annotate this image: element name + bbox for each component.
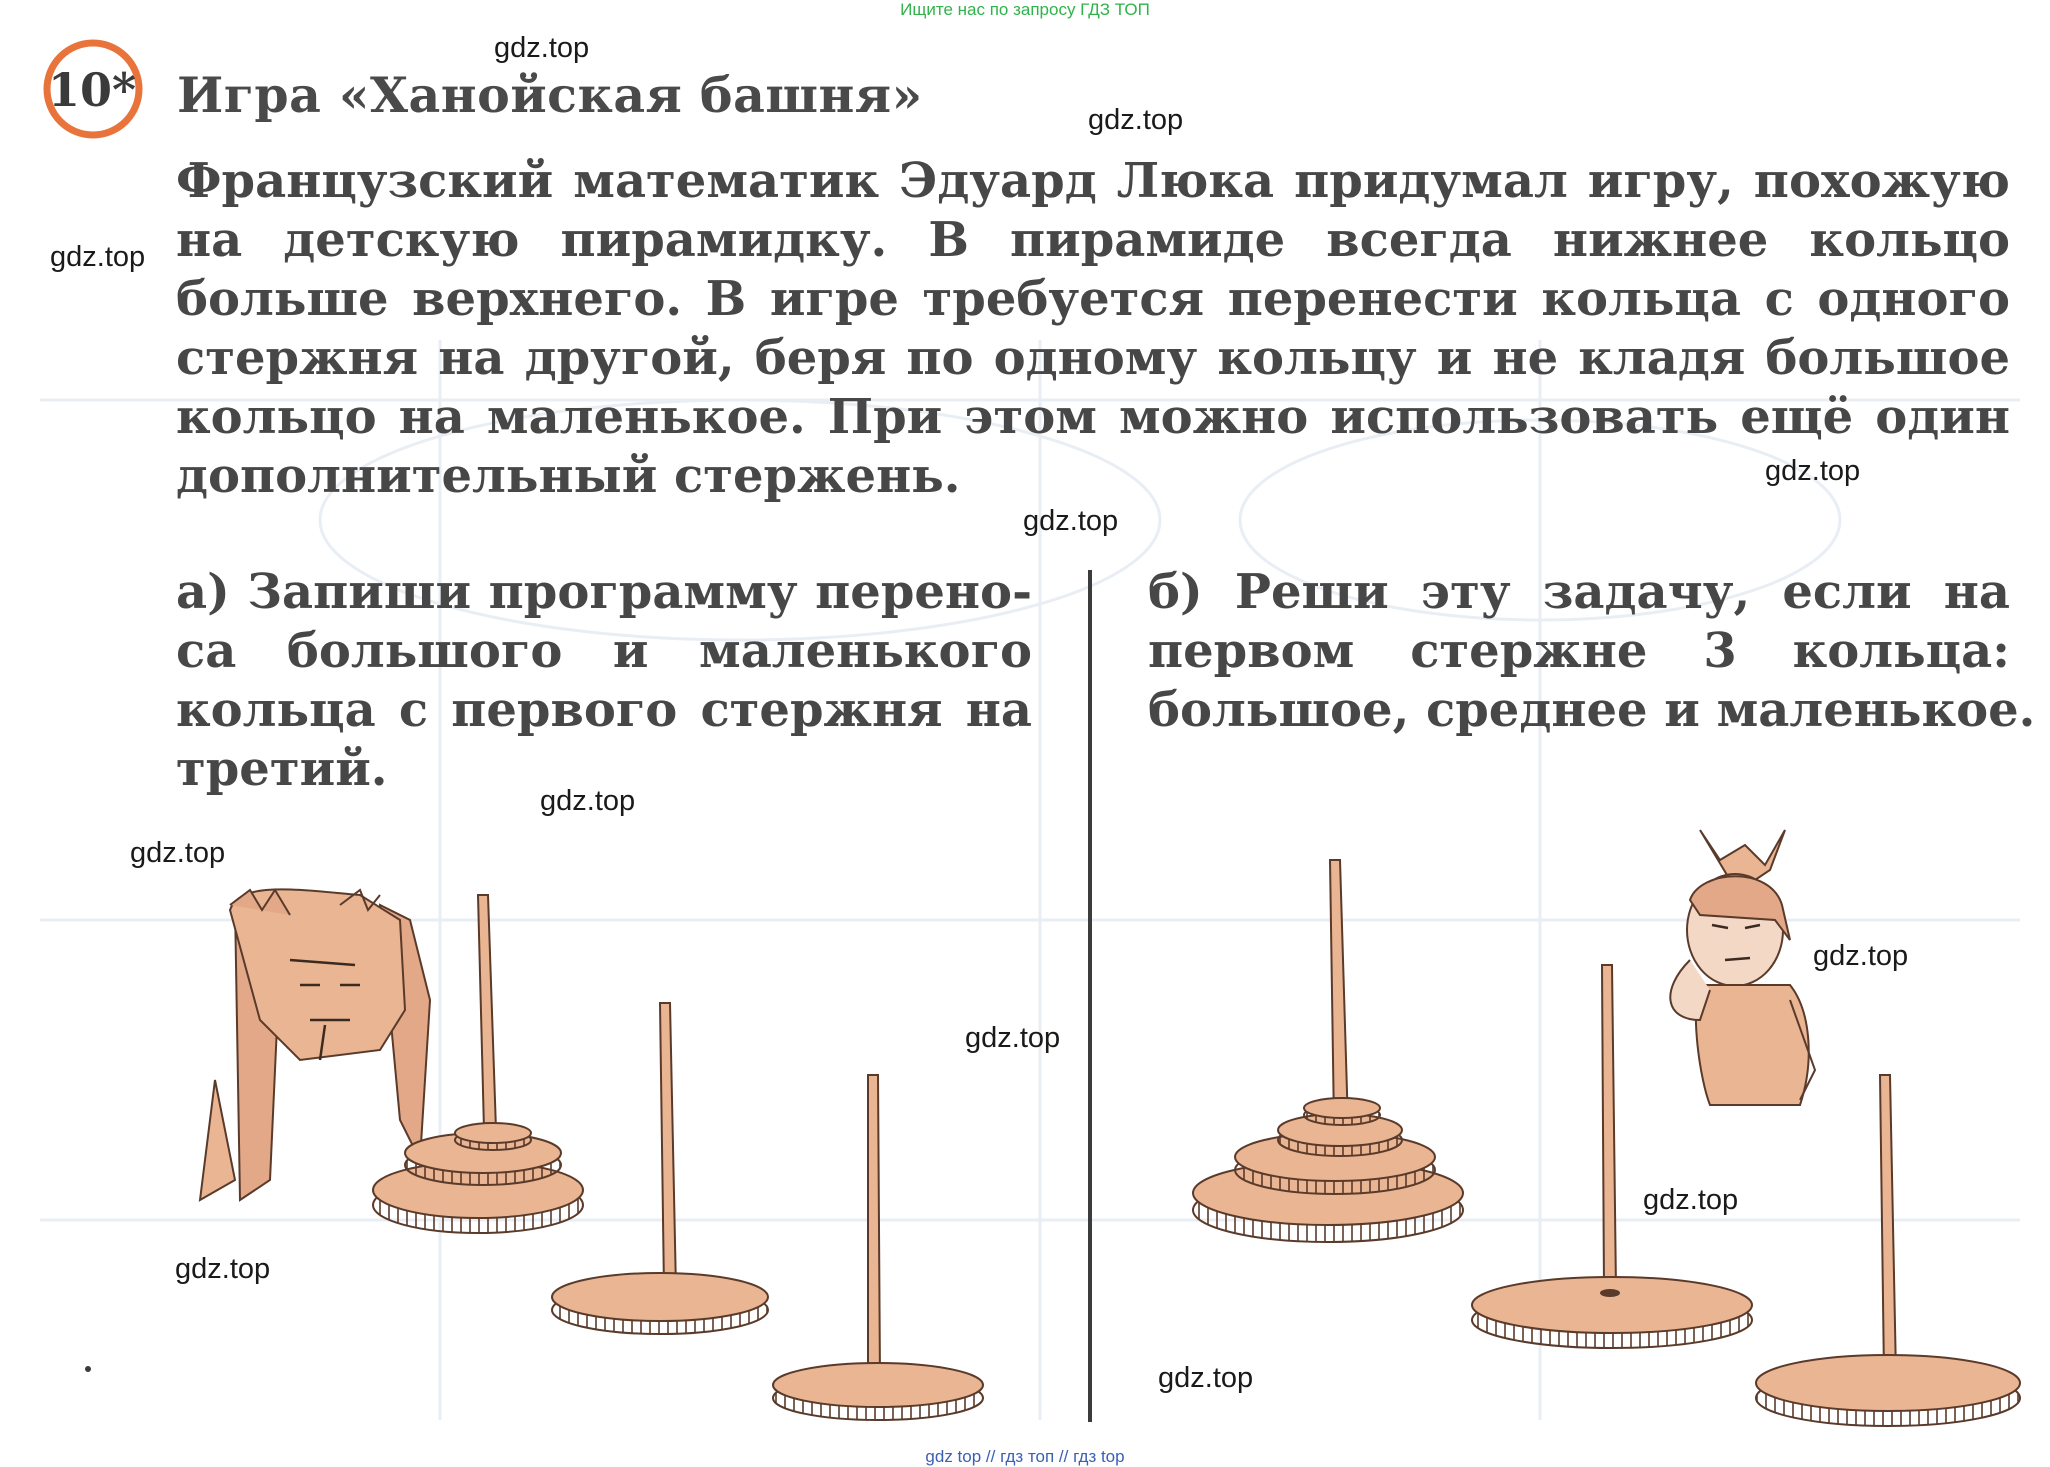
task-a-line: третий.: [176, 741, 388, 797]
watermark-label: gdz.top: [1088, 104, 1184, 136]
task-b-line: первом стержне 3 кольца:: [1148, 623, 2010, 679]
task-number: 10*: [47, 63, 137, 117]
intro-line: больше верхнего. В игре требуется перенести кольца с одного: [176, 271, 2010, 327]
watermark-label: gdz.top: [1643, 1184, 1739, 1216]
watermark-label: gdz.top: [50, 241, 146, 273]
girl-figure-right: [1670, 830, 1815, 1105]
intro-line: стержня на другой, беря по одному кольцу и не кладя большое: [176, 330, 2010, 386]
task-a-line: а) Запиши программу перено-: [176, 564, 1032, 620]
bottom-promo-banner: gdz top // гдз топ // гдз top: [925, 1447, 1125, 1466]
watermark-label: gdz.top: [965, 1022, 1061, 1054]
exercise-title: Игра «Ханойская башня»: [177, 66, 923, 124]
tower-b3: [1756, 1075, 2020, 1426]
tower-b1: [1193, 860, 1463, 1242]
watermark-label: gdz.top: [494, 32, 590, 64]
watermark-label: gdz.top: [1765, 455, 1861, 487]
watermark-label: gdz.top: [1158, 1362, 1254, 1394]
tower-a2: [552, 1003, 768, 1334]
intro-line: Французский математик Эдуард Люка придумал игру, похожую: [176, 153, 2010, 209]
watermark-label: gdz.top: [540, 785, 636, 817]
task-a-line: са большого и маленького: [176, 623, 1032, 679]
top-promo-banner: Ищите нас по запросу ГДЗ ТОП: [900, 0, 1150, 19]
tower-a3: [773, 1075, 983, 1420]
girl-figure-left: [200, 889, 430, 1200]
intro-line: кольцо на маленькое. При этом можно использовать ещё один: [176, 389, 2010, 445]
task-b-line: б) Реши эту задачу, если на: [1148, 564, 2010, 620]
watermark-label: gdz.top: [175, 1253, 271, 1285]
watermark-label: gdz.top: [130, 837, 226, 869]
watermark-label: gdz.top: [1023, 505, 1119, 537]
task-b-line: большое, среднее и маленькое.: [1148, 682, 2036, 738]
task-a-line: кольца с первого стержня на: [176, 682, 1032, 738]
watermark-label: gdz.top: [1813, 940, 1909, 972]
intro-line: на детскую пирамидку. В пирамиде всегда нижнее кольцо: [176, 212, 2010, 268]
intro-line: дополнительный стержень.: [176, 448, 961, 504]
